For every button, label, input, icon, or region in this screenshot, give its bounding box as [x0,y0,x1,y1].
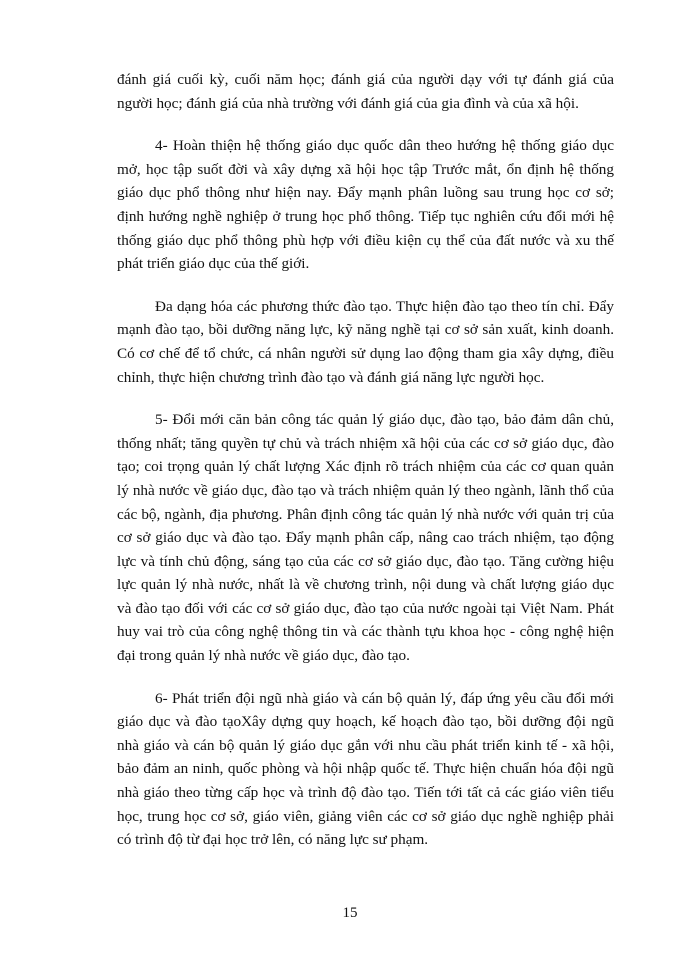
paragraph-item-6: 6- Phát triển đội ngũ nhà giáo và cán bộ quản lý, đáp ứng yêu cầu đổi mới giáo dục và đào tạoXây dựng quy hoạch, kế hoạch đào tạo, bồi dưỡng đội ngũ nhà giáo và cán bộ quản lý giáo dục gắn với nhu cầu phát triển kinh tế - xã hội, bảo đảm an ninh, quốc phòng và hội nhập quốc tế. Thực hiện chuẩn hóa đội ngũ nhà giáo theo từng cấp học và trình độ đào tạo. Tiến tới tất cả các giáo viên tiểu học, trung học cơ sở, giáo viên, giảng viên các cơ sở giáo dục nghề nghiệp phải có trình độ từ đại học trở lên, có năng lực sư phạm. [117,689,614,849]
paragraph-item-4: 4- Hoàn thiện hệ thống giáo dục quốc dân theo hướng hệ thống giáo dục mở, học tập suốt đời và xây dựng xã hội học tập Trước mắt, ổn định hệ thống giáo dục phổ thông như hiện nay. Đẩy mạnh phân luồng sau trung học cơ sở; định hướng nghề nghiệp ở trung học phổ thông. Tiếp tục nghiên cứu đổi mới hệ thống giáo dục phổ thông phù hợp với điều kiện cụ thể của đất nước và xu thế phát triển giáo dục của thế giới. [117,137,614,273]
document-page [117,68,614,871]
paragraph-continuation: đánh giá cuối kỳ, cuối năm học; đánh giá của người dạy với tự đánh giá của người học; đánh giá của nhà trường với đánh giá của gia đình và của xã hội. [117,71,614,112]
page-number: 15 [342,905,358,921]
paragraph-training-methods: Đa dạng hóa các phương thức đào tạo. Thực hiện đào tạo theo tín chỉ. Đẩy mạnh đào tạo, bồi dưỡng năng lực, kỹ năng nghề tại cơ sở sản xuất, kinh doanh. Có cơ chế để tổ chức, cá nhân người sử dụng lao động tham gia xây dựng, điều chỉnh, thực hiện chương trình đào tạo và đánh giá năng lực người học. [117,297,614,386]
paragraph-item-5: 5- Đổi mới căn bản công tác quản lý giáo dục, đào tạo, bảo đảm dân chủ, thống nhất; tăng quyền tự chủ và trách nhiệm xã hội của các cơ sở giáo dục, đào tạo; coi trọng quản lý chất lượng Xác định rõ trách nhiệm của các cơ quan quản lý nhà nước về giáo dục, đào tạo và trách nhiệm quản lý theo ngành, lãnh thổ của các bộ, ngành, địa phương. Phân định công tác quản lý nhà nước với quản trị của cơ sở giáo dục và đào tạo. Đẩy mạnh phân cấp, nâng cao trách nhiệm, tạo động lực và tính chủ động, sáng tạo của các cơ sở giáo dục, đào tạo. Tăng cường hiệu lực quản lý nhà nước, nhất là về chương trình, nội dung và chất lượng giáo dục và đào tạo đối với các cơ sở giáo dục, đào tạo của nước ngoài tại Việt Nam. Phát huy vai trò của công nghệ thông tin và các thành tựu khoa học - công nghệ hiện đại trong quản lý nhà nước về giáo dục, đào tạo. [117,411,614,665]
